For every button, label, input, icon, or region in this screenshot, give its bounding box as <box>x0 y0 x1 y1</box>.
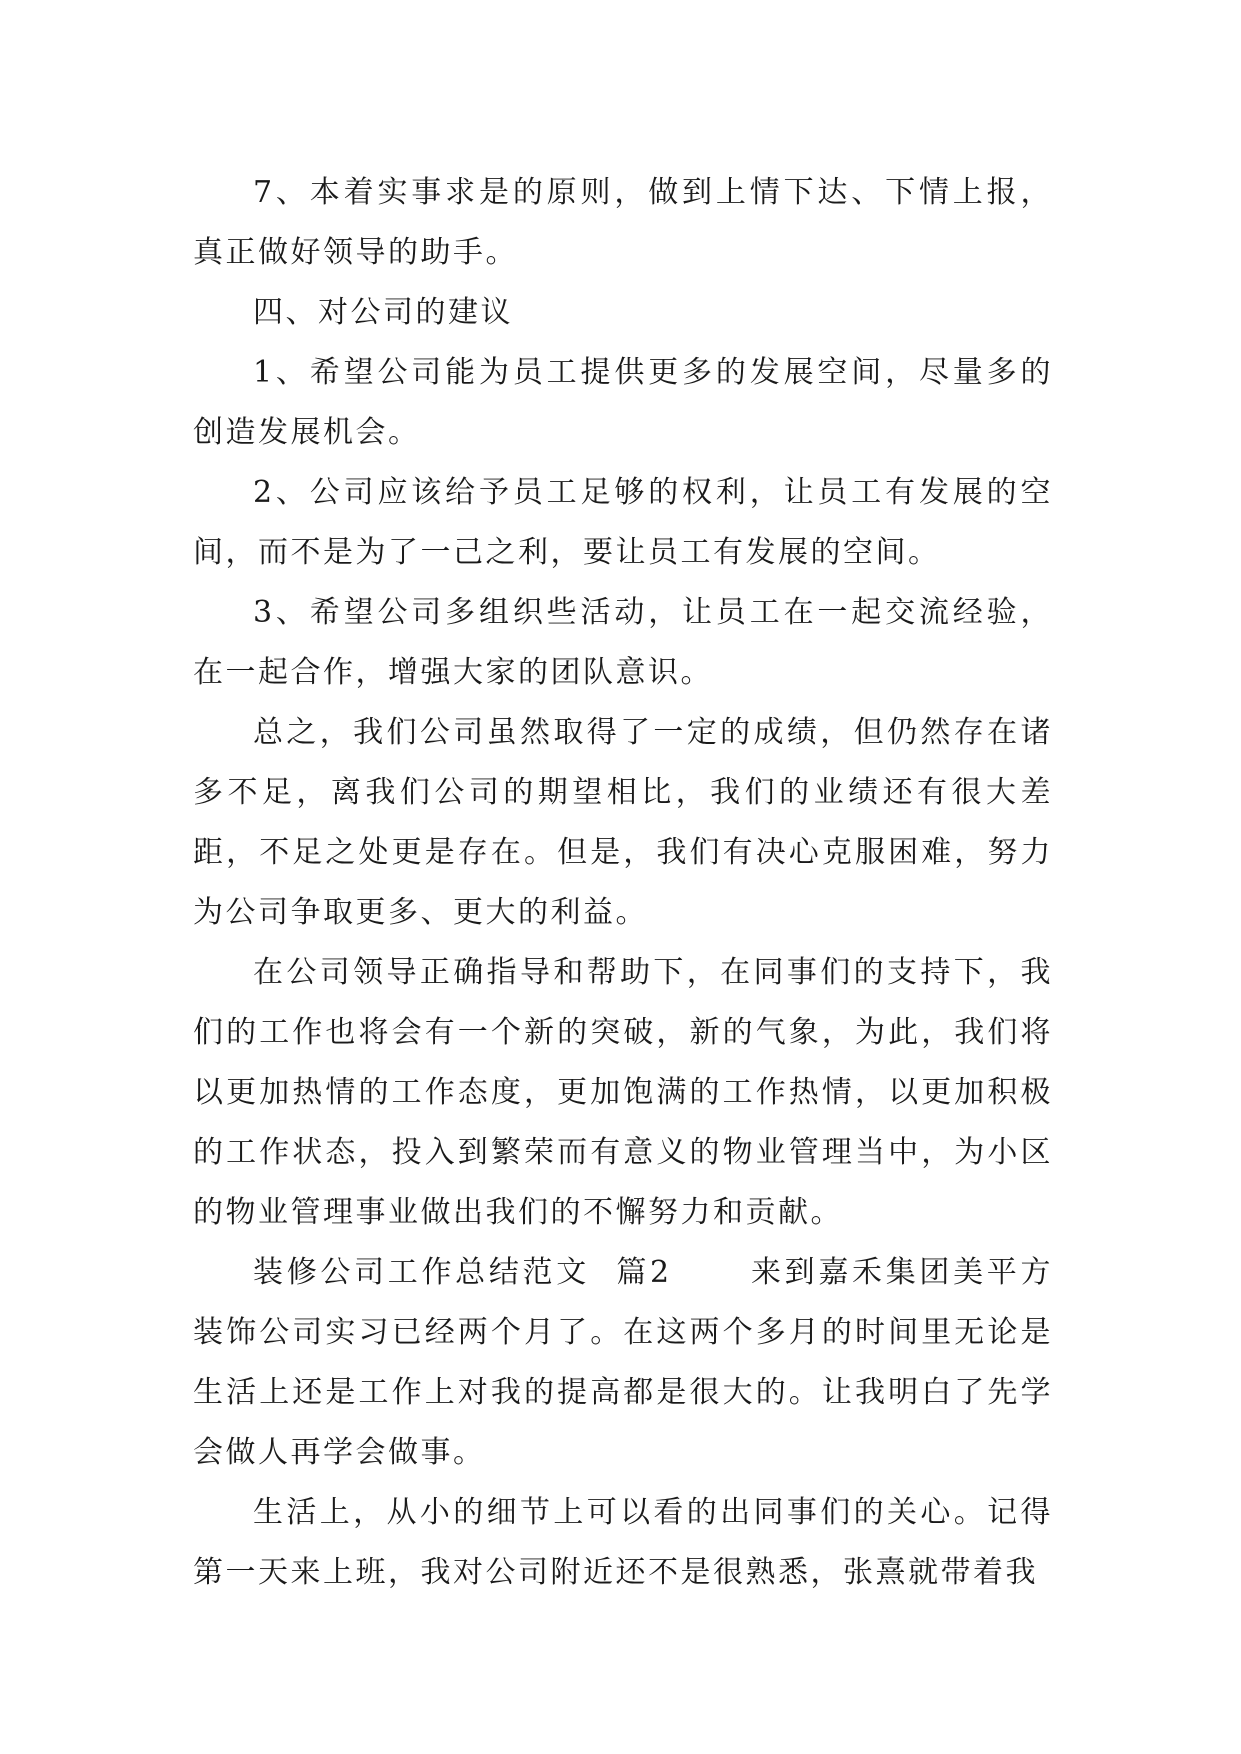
paragraph-suggestion-2: 2、公司应该给予员工足够的权利，让员工有发展的空间，而不是为了一己之利，要让员工有发展的空间。 <box>193 475 1053 570</box>
paragraph-outlook: 在公司领导正确指导和帮助下，在同事们的支持下，我们的工作也将会有一个新的突破，新的气象，为此，我们将以更加热情的工作态度，更加饱满的工作热情，以更加积极的工作状态，投入到繁荣而有意义的物业管理当中，为小区的物业管理事业做出我们的不懈努力和贡献。 <box>193 955 1053 1230</box>
paragraph-item-7: 7、本着实事求是的原则，做到上情下达、下情上报，真正做好领导的助手。 <box>193 175 1053 270</box>
paragraph-summary: 总之，我们公司虽然取得了一定的成绩，但仍然存在诸多不足，离我们公司的期望相比，我们的业绩还有很大差距，不足之处更是存在。但是，我们有决心克服困难，努力为公司争取更多、更大的利益。 <box>193 715 1053 930</box>
paragraph-suggestion-1: 1、希望公司能为员工提供更多的发展空间，尽量多的创造发展机会。 <box>193 355 1053 450</box>
paragraph-life: 生活上，从小的细节上可以看的出同事们的关心。记得第一天来上班，我对公司附近还不是很熟悉，张熹就带着我 <box>193 1495 1053 1590</box>
document-body <box>193 163 1053 1603</box>
paragraph-article-2-intro: 装修公司工作总结范文 篇2 来到嘉禾集团美平方装饰公司实习已经两个月了。在这两个多月的时间里无论是生活上还是工作上对我的提高都是很大的。让我明白了先学会做人再学会做事。 <box>193 1255 1053 1470</box>
paragraph-suggestion-3: 3、希望公司多组织些活动，让员工在一起交流经验，在一起合作，增强大家的团队意识。 <box>193 595 1053 690</box>
section-heading-suggestions: 四、对公司的建议 <box>253 295 513 330</box>
